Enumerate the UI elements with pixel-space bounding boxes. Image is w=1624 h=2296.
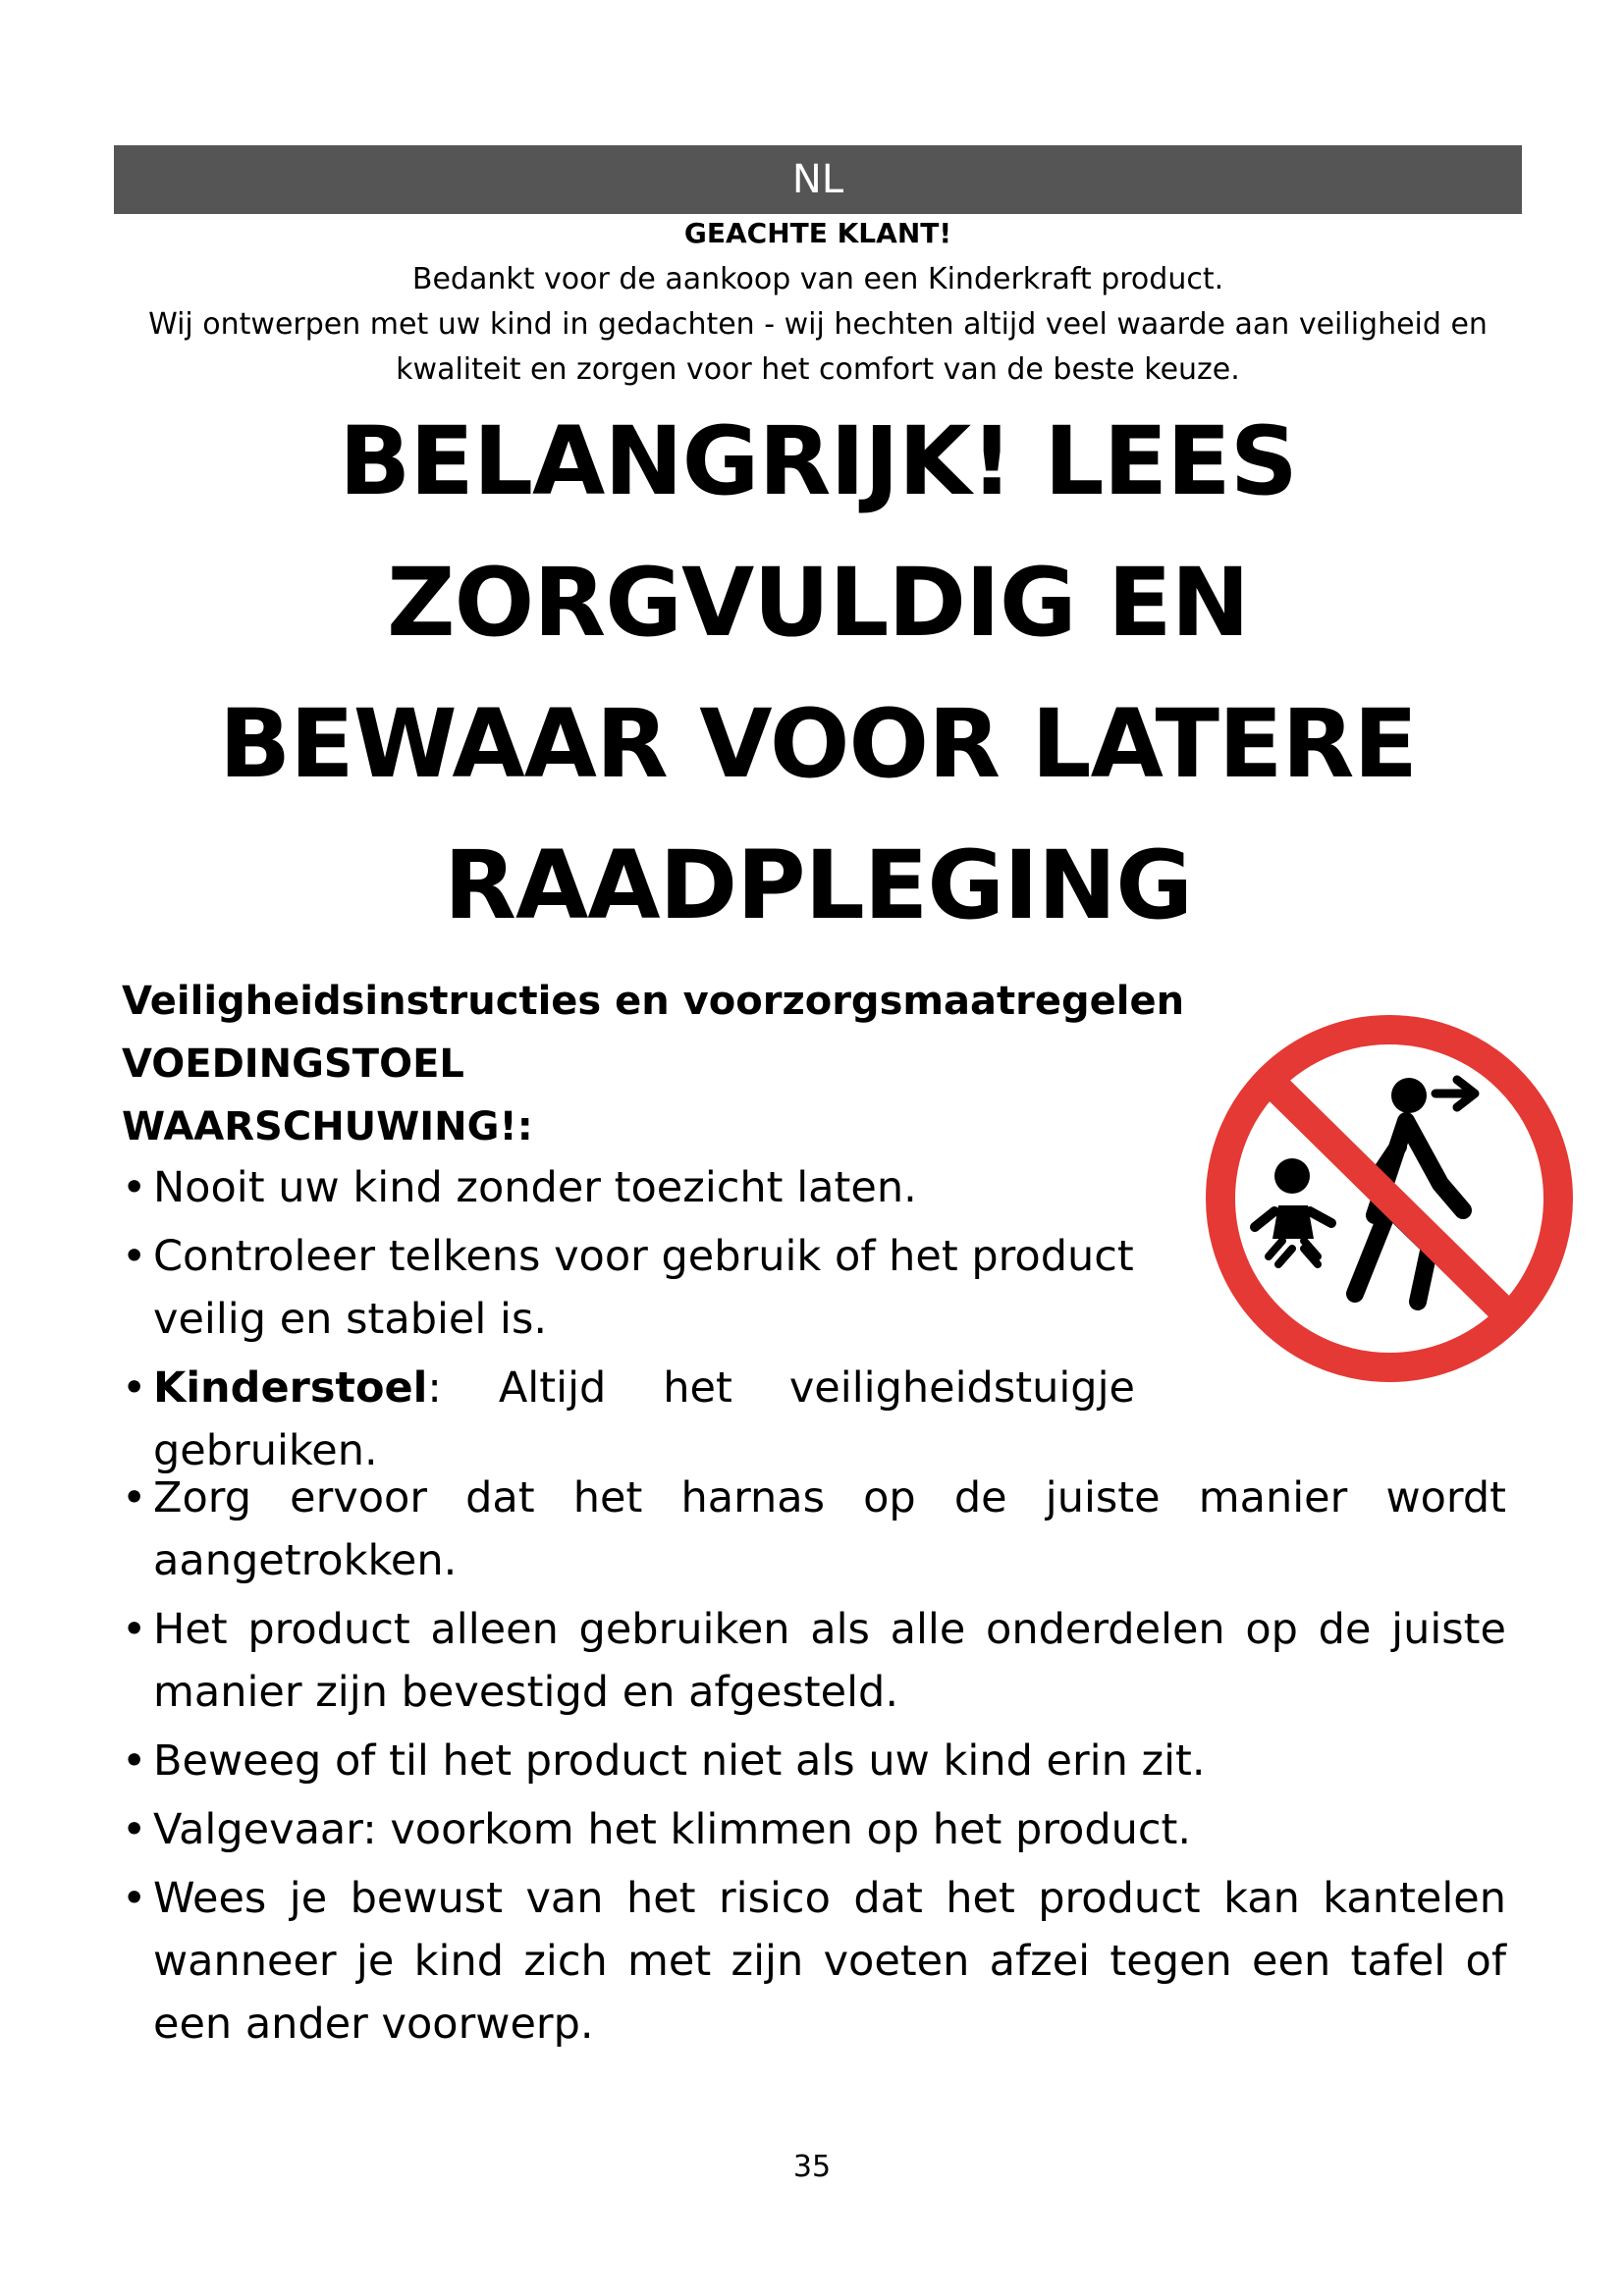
bullet: • <box>122 1736 147 1786</box>
list-item <box>122 1798 1506 1861</box>
bullet: • <box>122 1363 147 1413</box>
list-item <box>122 1467 1506 1592</box>
intro-line: Wij ontwerpen met uw kind in gedachten - wij hechten altijd veel waarde aan veiligheid en <box>148 307 1488 342</box>
warning-text: Valgevaar: voorkom het klimmen op het product. <box>153 1805 1192 1854</box>
section-headings <box>122 970 1202 1158</box>
intro-line: kwaliteit en zorgen voor het comfort van de beste keuze. <box>396 352 1240 387</box>
warning-text: Wees je bewust van het risico dat het product kan kantelen wanneer je kind zich met zijn voeten afzei tegen een tafel of een ander voorwerp. <box>153 1874 1506 2049</box>
warning-heading: WAARSCHUWING!: <box>122 1104 533 1149</box>
greeting: GEACHTE KLANT! <box>683 217 952 249</box>
headline-line: BEWAAR VOOR LATERE <box>218 689 1417 799</box>
warning-text: Controleer telkens voor gebruik of het product veilig en stabiel is. <box>153 1232 1134 1344</box>
bullet: • <box>122 1874 147 1923</box>
language-header-bar <box>114 145 1522 214</box>
important-headline <box>114 391 1522 956</box>
section-subtitle: VOEDINGSTOEL <box>122 1041 464 1087</box>
section-title: Veiligheidsinstructies en voorzorgsmaatregelen <box>122 979 1185 1024</box>
list-item <box>122 1156 1135 1219</box>
list-item <box>122 1867 1506 2056</box>
warning-text: : Altijd het veiligheidstuigje gebruiken. <box>153 1363 1135 1475</box>
bullet: • <box>122 1605 147 1654</box>
intro-text <box>114 257 1522 393</box>
warnings-list-bottom <box>122 1467 1506 2061</box>
bullet: • <box>122 1232 147 1281</box>
list-item <box>122 1598 1506 1724</box>
warning-text: Het product alleen gebruiken als alle onderdelen op de juiste manier zijn bevestigd en afgesteld. <box>153 1605 1506 1717</box>
language-code: NL <box>791 157 844 202</box>
warning-keyword: Kinderstoel <box>153 1363 428 1413</box>
list-item <box>122 1357 1135 1482</box>
prohibition-sign-icon <box>1190 1009 1589 1388</box>
headline-line: BELANGRIJK! LEES <box>339 406 1297 516</box>
list-item <box>122 1225 1135 1351</box>
headline-line: RAADPLEGING <box>444 830 1192 940</box>
headline-line: ZORGVULDIG EN <box>387 548 1249 658</box>
bullet: • <box>122 1163 147 1212</box>
warning-text: Nooit uw kind zonder toezicht laten. <box>153 1163 917 1212</box>
page-number: 35 <box>792 2150 832 2184</box>
warning-text: Beweeg of til het product niet als uw kind erin zit. <box>153 1736 1206 1786</box>
warnings-list-top <box>122 1156 1135 1488</box>
intro-line: Bedankt voor de aankoop van een Kinderkraft product. <box>411 262 1224 296</box>
bullet: • <box>122 1805 147 1854</box>
list-item <box>122 1730 1506 1792</box>
bullet: • <box>122 1473 147 1522</box>
warning-text: Zorg ervoor dat het harnas op de juiste manier wordt aangetrokken. <box>153 1473 1506 1585</box>
